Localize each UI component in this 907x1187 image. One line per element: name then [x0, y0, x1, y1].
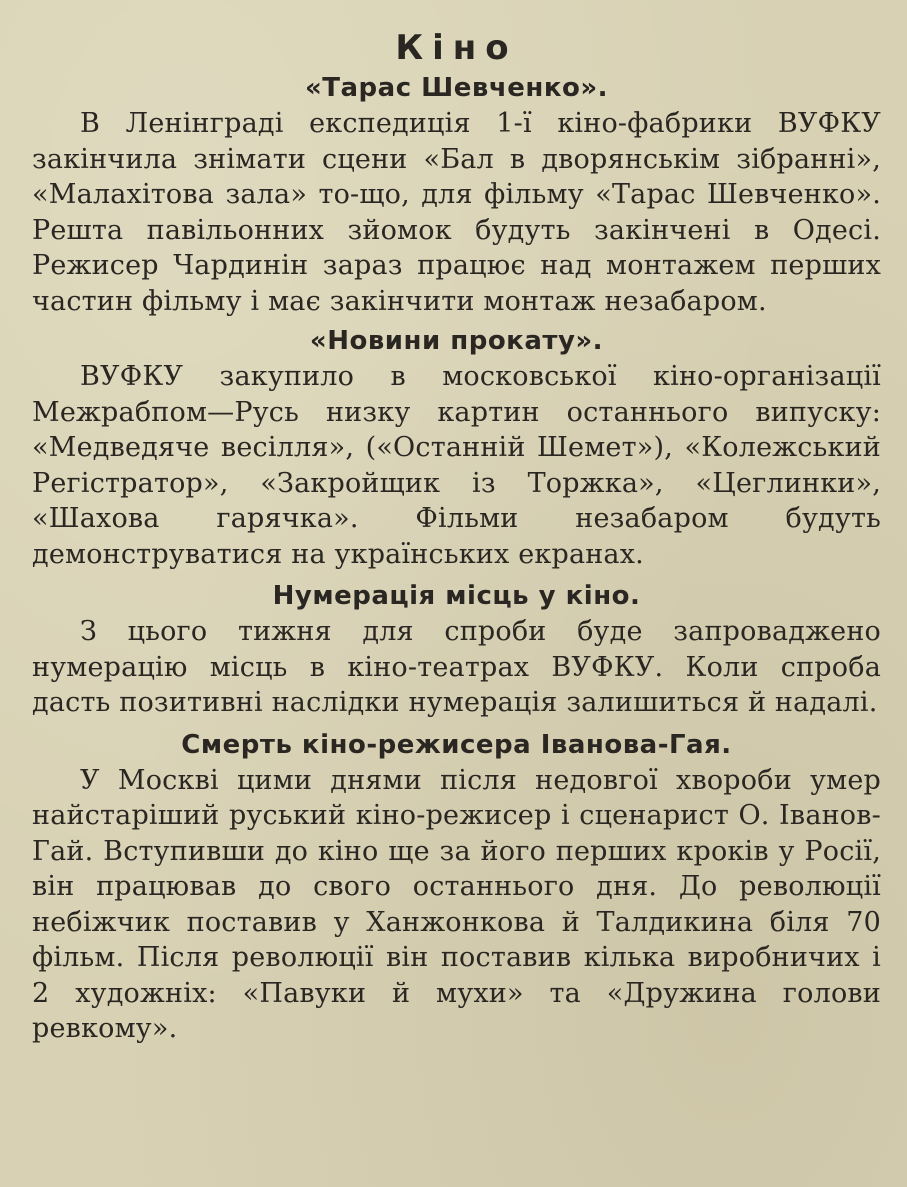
article-heading: «Новини прокату». — [309, 326, 604, 356]
article-body: З цього тижня для спроби буде запроваджено нумерацію місць в кіно-театрах ВУФКУ. Коли спроба дасть позитивні наслідки нумерація залишиться й надалі. — [32, 616, 881, 718]
article-body: ВУФКУ закупило в московської кіно-організації Межрабпом—Русь низку картин останнього випуску: «Медведяче весілля», («Останній Шемет»), «Колежський Регістратор», «Закройщик із Торжка», «Цеглинки», «Шахова гарячка». Фільми незабаром будуть демонструватися на українських екранах. — [32, 361, 881, 570]
article-body: В Ленінграді експедиція 1-ї кіно-фабрики ВУФКУ закінчила знімати сцени «Бал в дворянськім зібранні», «Малахітова зала» то-що, для фільму «Тарас Шевченко». Решта павільонних зйомок будуть закінчені в Одесі. Режисер Чардинін зараз працює над монтажем перших частин фільму і має закінчити монтаж незабаром. — [32, 108, 881, 317]
article-rental-news — [32, 323, 881, 572]
article-director-death — [32, 727, 881, 1047]
section-title: Кіно — [395, 28, 518, 68]
article-heading: Нумерація місць у кіно. — [272, 581, 641, 611]
article-heading: «Тарас Шевченко». — [304, 73, 609, 103]
article-seat-numbering — [32, 578, 881, 721]
article-body: У Москві цими днями після недовгої хвороби умер найстаріший руський кіно-режисер і сценарист О. Іванов-Гай. Вступивши до кіно ще за його перших кроків у Росії, він працював до свого останнього дня. До революції небіжчик поставив у Ханжонкова й Талдикина біля 70 фільм. Після революції він поставив кілька виробничих і 2 художніх: «Павуки й мухи» та «Дружина голови ревкому». — [32, 764, 881, 1044]
article-taras-shevchenko — [32, 70, 881, 319]
article-heading: Смерть кіно-режисера Іванова-Гая. — [181, 729, 732, 760]
